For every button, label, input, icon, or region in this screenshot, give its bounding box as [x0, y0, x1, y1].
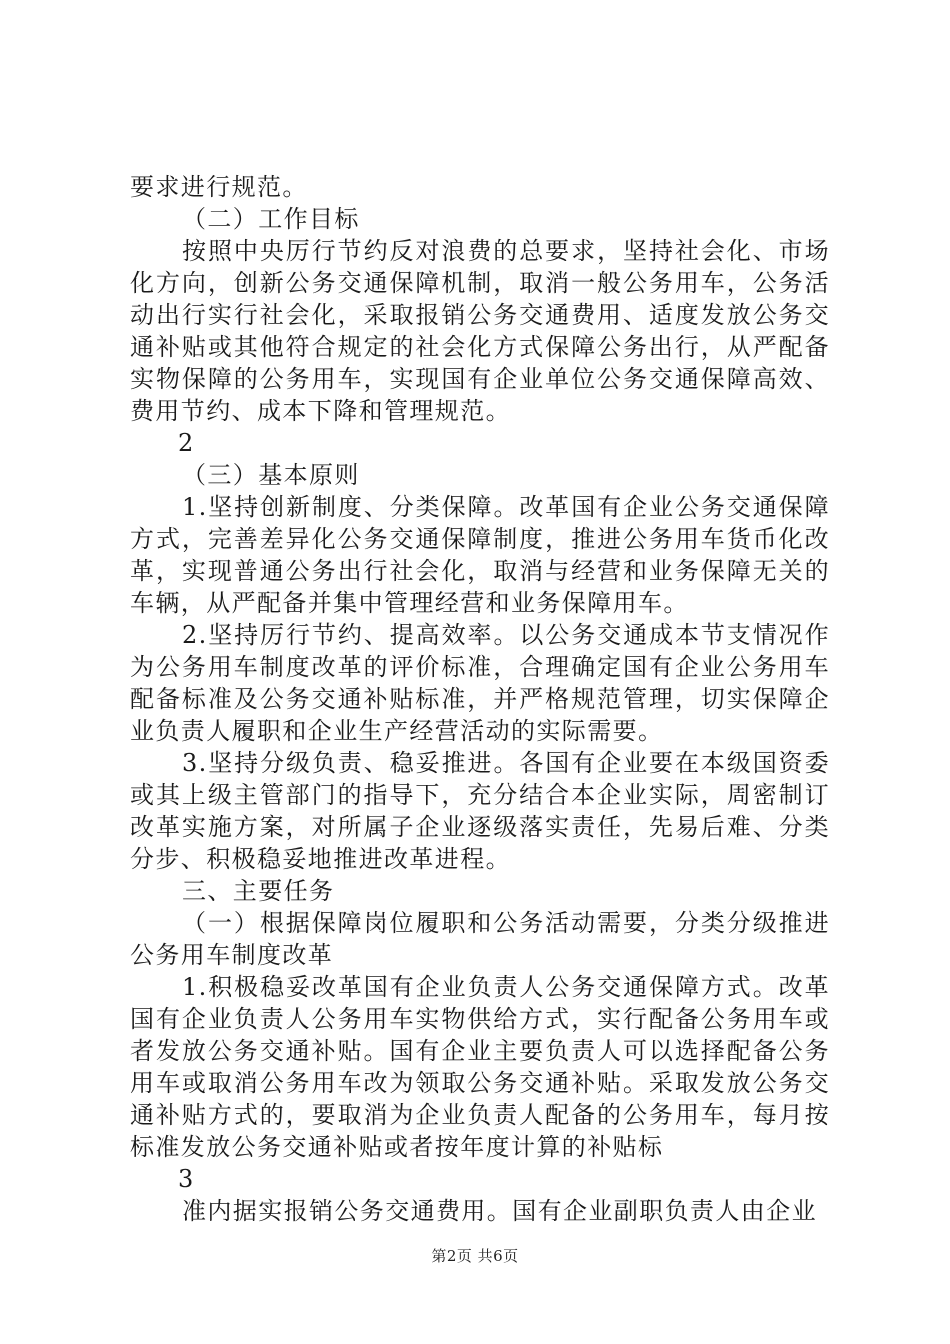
paragraph-principle-2: 2.坚持厉行节约、提高效率。以公务交通成本节支情况作为公务用车制度改革的评价标准，合理确定国有企业公务用车配备标准及公务交通补贴标准，并严格规范管理，切实保障企业负责人履职和企业生产经营活动的实际需要。 [130, 621, 830, 745]
inline-page-number: 3 [178, 1165, 195, 1193]
heading-work-goals: （二）工作目标 [182, 205, 360, 233]
heading-task-1: （一）根据保障岗位履职和公务活动需要，分类分级推进公务用车制度改革 [130, 909, 830, 969]
paragraph-task-1-1: 1.积极稳妥改革国有企业负责人公务交通保障方式。改革国有企业负责人公务用车实物供给方式，实行配备公务用车或者发放公务交通补贴。国有企业主要负责人可以选择配备公务用车或取消公务用车改为领取公务交通补贴。采取发放公务交通补贴方式的，要取消为企业负责人配备的公务用车，每月按标准发放公务交通补贴或者按年度计算的补贴标 [130, 973, 830, 1161]
heading-basic-principles: （三）基本原则 [182, 461, 360, 489]
paragraph-principle-3: 3.坚持分级负责、稳妥推进。各国有企业要在本级国资委或其上级主管部门的指导下，充分结合本企业实际，周密制订改革实施方案，对所属子企业逐级落实责任，先易后难、分类分步、积极稳妥地推进改革进程。 [130, 749, 830, 873]
paragraph-work-goals: 按照中央厉行节约反对浪费的总要求，坚持社会化、市场化方向，创新公务交通保障机制，取消一般公务用车，公务活动出行实行社会化，采取报销公务交通费用、适度发放公务交通补贴或其他符合规定的社会化方式保障公务出行，从严配备实物保障的公务用车，实现国有企业单位公务交通保障高效、费用节约、成本下降和管理规范。 [130, 237, 830, 425]
paragraph-principle-1: 1.坚持创新制度、分类保障。改革国有企业公务交通保障方式，完善差异化公务交通保障制度，推进公务用车货币化改革，实现普通公务出行社会化，取消与经营和业务保障无关的车辆，从严配备并集中管理经营和业务保障用车。 [130, 493, 830, 617]
paragraph-continuation: 要求进行规范。 [130, 173, 308, 201]
paragraph-task-continuation: 准内据实报销公务交通费用。国有企业副职负责人由企业 [182, 1197, 817, 1225]
inline-page-number: 2 [178, 429, 195, 457]
page-footer: 第2页 共6页 [431, 1247, 519, 1265]
document-body [130, 171, 830, 1227]
heading-main-tasks: 三、主要任务 [182, 877, 335, 905]
